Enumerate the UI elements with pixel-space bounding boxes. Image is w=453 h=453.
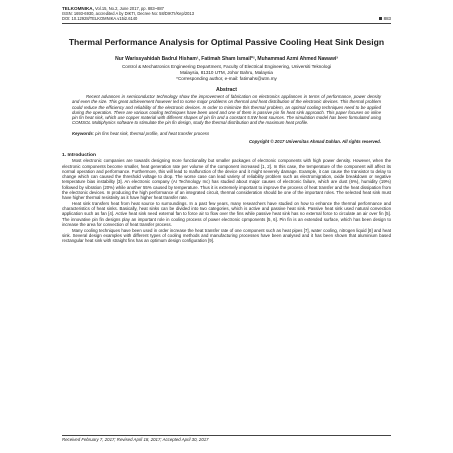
- page-number-area: [379, 16, 391, 21]
- keywords-label: Keywords: [72, 130, 93, 136]
- keywords-text: : pin fins heat sink, thermal profile, and heat transfer process: [92, 130, 210, 136]
- abstract-heading: Abstract: [215, 87, 238, 94]
- page-icon: [379, 17, 382, 20]
- abstract-text: Recent advances in semiconductor technology show the improvement of fabrication on electronics appliances in terms of performance, power density and even the size. This great achievement however led to some major problems on thermal and heat distribution of the electronic devices. This thermal problem could reduce the efficiency and reliability of the electronic devices. In order to minimize this thermal problem, an optimal cooling techniques need to be applied during the operation. There are various cooling techniques have been used and one of them is passive pin fin heat sink approach. This paper focuses on inline pin fin heat sink, which use copper material with different shapes of pin fin and a constant 5.5W heat sources. The simulation model has been formulated using COMSOL Multiphysics software to stimulate the pin fin design, study the thermal distribution and the maximum heat profile.: [72, 94, 381, 126]
- affiliation-line: Malaysia, 81310 UTM, Johor Bahru, Malaysia: [180, 69, 273, 75]
- header-divider: [62, 23, 391, 24]
- paper-title: Thermal Performance Analysis for Optimal Passive Cooling Heat Sink Design: [68, 36, 385, 47]
- journal-name: TELKOMNIKA,: [62, 6, 94, 11]
- keywords-line: [72, 131, 381, 136]
- page-number: 883: [383, 16, 391, 22]
- journal-doi: DOI: 10.12928/TELKOMNIKA.v15i2.6140: [62, 16, 138, 22]
- footer-divider: [62, 435, 391, 436]
- body-paragraph: Most electronic companies are towards designing more functionality but smaller packages of electronic components with high power density. However, when the electronic components become smaller, heat generation rate per volume of the component increased [1, 2]. In this case, the temperature of the component will affect its normal operation and performance. Furthermore, this will lead to malfunction of the device and it might severely damage. Example, it can cause the transistor to delay to change which can caused the threshold voltage to drop. The worse case can lead variety of reliability problem such as electromigration, oxide breakdown or negative temperature bias instability [3]. An electronic company (AI Technology Inc) has studied about major causes of electronic failure, which are dust (6%), humidity (19%) followed by vibration (20%) while another 55% caused by temperature. Thus it is extremely important to improve the process of heat transfer and the heat dissipation from the electronic devices. In producing the high performance of an integrated circuit, thermal consideration should be one of the important roles. The selected heat sink must have higher thermal resistivity as it have higher heat transfer rate.: [62, 158, 391, 201]
- journal-volume: Vol.15, No.2, June 2017, pp. 883~887: [95, 6, 164, 11]
- journal-issn: ISSN: 1693-6930, accredited A by DIKTI, Decree No: 58/DIKTI/Kep/2013: [62, 11, 194, 17]
- journal-header: [62, 6, 391, 21]
- corresponding-author: *Corresponding author, e-mail: fatimahs@utm.my: [176, 75, 277, 81]
- section-heading-introduction: 1. Introduction: [62, 152, 96, 158]
- affiliation-line: Control & Mechatronics Engineering Department, Faculty of Electrical Engineering, Universiti Teknologi: [121, 64, 332, 70]
- body-paragraph: Heat sink transfers heat from heat source to surroundings. In a past few years, many researchers have studied on how to enhance the thermal performance and characteristics of heat sinks. Basically, heat sinks can be divided into two categories, which is active and passive heat sink. Passive heat sink used natural convection application such as fan [4]. Active heat sink need external fan to force air to flow over the fins while passive heat sink has no external force to circulate an air over fin [5]. The innovative pin fin designs play an important role in cooling process of power electronic cpmponents [5, 6]. Pin fin is an extended surface, which has been design to increase the area for convection of heat transfer process.: [62, 200, 391, 227]
- copyright-notice: Copyright © 2017 Universitas Ahmad Dahlan. All rights reserved.: [248, 138, 381, 144]
- body-paragraph: Many cooling techniques have been used in order increase the heat transfer rate of one component such as heat pipes [7], water cooling, nitrogen liquid [8] and heat sink. Several design examples with different types of cooling methods and manufacturing processes have been analysed and it has been shown that aluminium based rectangular heat sink with straight fins has an optimum design configuration [9].: [62, 227, 391, 244]
- received-dates: Received February 7, 2017; Revised April 18, 2017; Accepted April 30, 2017: [62, 437, 209, 442]
- paper-authors: Nur Warissyahidah Badrul Hisham¹, Fatimah Sham Ismail*², Muhammad Azmi Ahmed Nawawi³: [115, 56, 338, 63]
- paper-affiliation: [62, 64, 391, 81]
